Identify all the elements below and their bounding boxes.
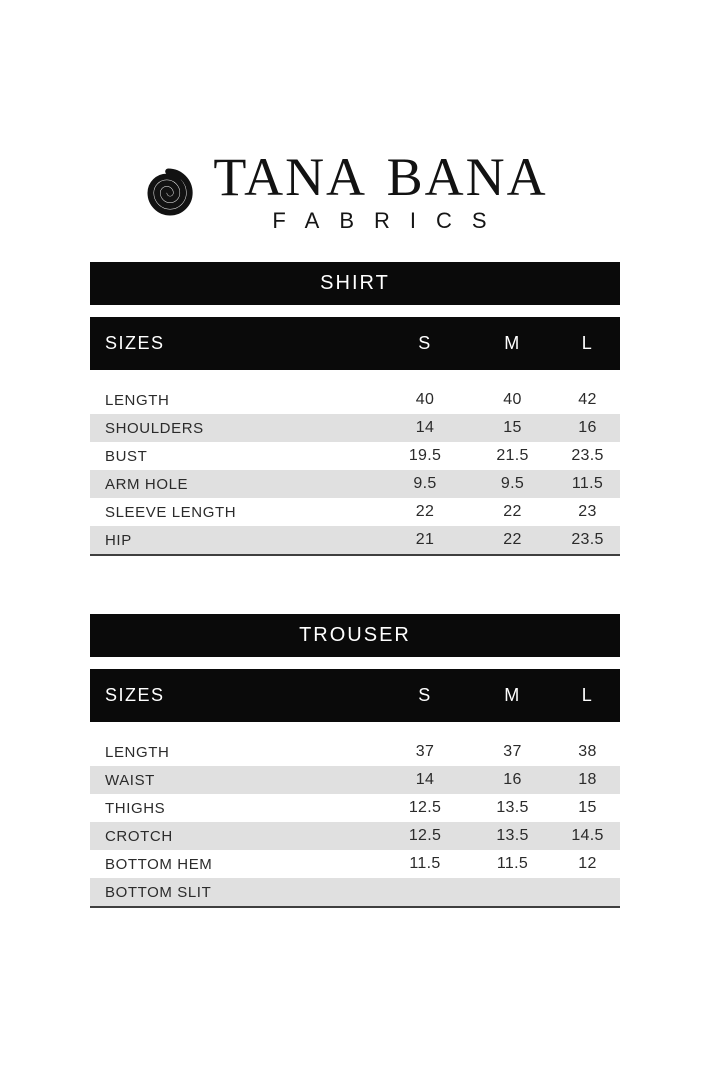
value-l: 15 — [578, 799, 597, 816]
brand-subtitle: FABRICS — [272, 208, 507, 233]
brand-name: TANA BANA — [213, 147, 548, 207]
table-row — [90, 386, 620, 414]
trouser-section-title: TROUSER — [299, 624, 411, 646]
value-s: 12.5 — [408, 827, 442, 844]
value-l: 12 — [578, 855, 597, 872]
measurement-label: ARM HOLE — [105, 475, 189, 493]
shirt-section-header — [90, 262, 620, 305]
measurement-label: CROTCH — [105, 827, 173, 845]
brand-logo — [0, 148, 706, 236]
table-row — [90, 738, 620, 766]
value-m: 13.5 — [496, 799, 529, 816]
size-column-s: S — [418, 333, 432, 353]
trouser-measurements-table — [90, 738, 620, 908]
size-column-l: L — [581, 333, 594, 353]
size-column-s: S — [418, 685, 432, 705]
trouser-section-header — [90, 614, 620, 657]
value-l: 11.5 — [571, 475, 604, 492]
value-m: 16 — [503, 771, 522, 788]
value-s: 9.5 — [413, 475, 437, 492]
table-row — [90, 442, 620, 470]
table-row — [90, 822, 620, 850]
value-s: 37 — [415, 743, 435, 760]
value-m: 21.5 — [496, 447, 529, 464]
spiral-icon — [144, 165, 198, 219]
value-l: 23.5 — [571, 531, 604, 548]
value-m: 22 — [503, 531, 522, 548]
shirt-section-title: SHIRT — [320, 272, 390, 294]
table-row — [90, 414, 620, 442]
measurement-label: BUST — [105, 447, 148, 465]
value-m: 37 — [503, 743, 522, 760]
table-row — [90, 850, 620, 878]
trouser-sizes-header-row — [90, 669, 620, 722]
value-s: 12.5 — [408, 799, 442, 816]
value-s: 11.5 — [409, 855, 441, 872]
shirt-section — [90, 262, 620, 556]
value-s: 21 — [415, 531, 435, 548]
value-m: 11.5 — [496, 855, 529, 872]
measurement-label: THIGHS — [105, 799, 166, 817]
value-s: 22 — [415, 503, 435, 520]
table-row — [90, 470, 620, 498]
value-s: 40 — [415, 391, 435, 408]
value-l: 42 — [578, 391, 597, 408]
value-s: 19.5 — [408, 447, 442, 464]
value-l: 18 — [578, 771, 597, 788]
measurement-label: HIP — [105, 531, 132, 549]
value-l: 23 — [578, 503, 597, 520]
table-row — [90, 498, 620, 526]
value-m: 13.5 — [496, 827, 529, 844]
size-column-m: M — [504, 333, 521, 353]
value-m: 9.5 — [500, 475, 525, 492]
table-row — [90, 526, 620, 554]
sizes-label: SIZES — [105, 333, 165, 353]
value-s: 14 — [415, 771, 435, 788]
value-l: 16 — [578, 419, 597, 436]
measurement-label: SLEEVE LENGTH — [105, 503, 237, 521]
table-row — [90, 766, 620, 794]
size-column-l: L — [581, 685, 594, 705]
measurement-label: BOTTOM HEM — [105, 855, 213, 873]
table-row — [90, 878, 620, 906]
shirt-sizes-header-row — [90, 317, 620, 370]
table-row — [90, 794, 620, 822]
value-m: 22 — [503, 503, 522, 520]
value-m: 15 — [503, 419, 522, 436]
measurement-label: BOTTOM SLIT — [105, 883, 212, 901]
value-m: 40 — [503, 391, 522, 408]
sizes-label: SIZES — [105, 685, 165, 705]
measurement-label: LENGTH — [105, 743, 170, 761]
value-l: 23.5 — [571, 447, 604, 464]
shirt-measurements-table — [90, 386, 620, 556]
trouser-section — [90, 614, 620, 908]
measurement-label: LENGTH — [105, 391, 170, 409]
measurement-label: WAIST — [105, 771, 155, 789]
measurement-label: SHOULDERS — [105, 419, 204, 437]
value-s: 14 — [415, 419, 435, 436]
brand-text-block — [213, 147, 548, 234]
size-column-m: M — [504, 685, 521, 705]
value-l: 14.5 — [571, 827, 604, 844]
value-l: 38 — [578, 743, 597, 760]
